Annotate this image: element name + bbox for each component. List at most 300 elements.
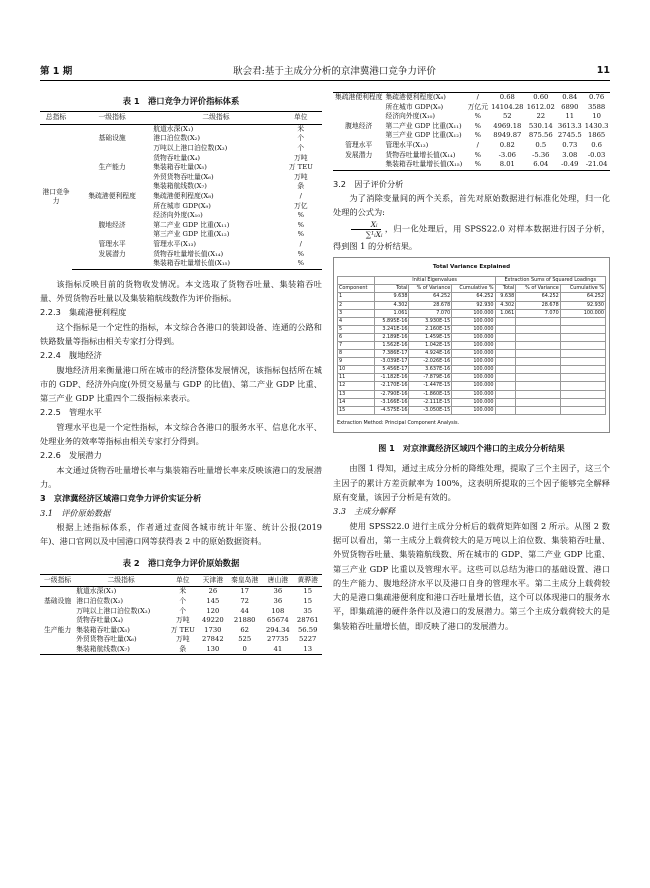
table-cell: 万吨 [294,153,308,162]
table-cell: 35 [303,606,313,615]
paragraph: 使用 SPSS22.0 进行主成分分析后的载荷矩阵如图 2 所示。从图 2 数据可以看出，第一主成分上载荷较大的是万吨以上泊位数、集装箱吞吐量、外贸货物吞吐量、集装箱航线数、所在城市的 GDP、第二产业 GDP 比重、第三产业 GDP 比重以及管理水平。这些可以总结为港口的基础设置、港口的生产能力、腹地经济水平以及港口自身的管理水平。第二主成分上载荷较大的是港口集疏港便利度和港口吞吐量增长值，这个可以体现港口的服务水平，即集疏港的硬件条件以及港口的发展潜力。第三个主成分载荷较大的是集装箱吞吐量增长值，即反映了港口的发展潜力。 [333,520,610,631]
table-cell: / [476,93,479,101]
table-cell: 17 [240,587,250,596]
spss-cell [516,333,561,341]
table-cell: 管理水平 [98,240,126,249]
table-row [40,163,322,173]
spss-row [338,317,606,325]
table-cell: 36 [273,596,283,605]
table-cell: % [474,121,482,130]
table-cell: 1730 [204,625,222,634]
table-cell: 第二产业 GDP 比重(X₁₁) [153,220,230,229]
table1 [40,111,322,270]
table-cell: 第二产业 GDP 比重(X₁₁) [385,121,462,130]
table-cell: 米 [179,587,187,596]
table-cell: 管理水平 [345,140,373,149]
table-row [40,173,322,183]
spss-cell [495,350,516,358]
table-cell [40,607,75,617]
spss-cell [516,317,561,325]
table-row [40,250,322,260]
table-cell [72,144,152,154]
section-heading: 2.2.6 发展潜力 [40,450,102,461]
table-cell: 发展潜力 [345,150,373,159]
table-cell: 62 [240,625,250,634]
spss-cell: 1 [338,293,375,301]
table-cell [333,131,384,141]
table-cell: 27735 [267,635,289,644]
table-row [40,635,322,645]
spss-cell [495,398,516,406]
spss-cell [495,406,516,414]
table-cell: 外贸货物吞吐量(X₆) [153,172,214,181]
table-row [333,103,610,113]
table1-caption: 表 1 港口竞争力评价指标体系 [122,96,240,106]
spss-col-header: % of Variance [516,285,561,293]
table1-header: 总指标 [40,112,72,125]
spss-cell [495,358,516,366]
table-cell: 腹地经济 [345,121,373,130]
spss-cell: 1.061 [495,309,516,317]
table-row [40,202,322,212]
table-cell: -21.04 [583,160,610,170]
paragraph: 本文通过货物吞吐量增长率与集装箱吞吐量增长率来反映该港口的发展潜力。 [40,464,322,489]
table-cell: 管理水平(X₁₃) [385,140,429,149]
spss-col-header: Total [374,285,409,293]
table-cell: 个 [179,606,187,615]
spss-output-figure [333,257,610,433]
table-cell [72,211,152,221]
table-cell [40,635,75,645]
spss-cell: 5.895E-16 [374,317,409,325]
table-cell: 集疏港便利程度 [334,93,383,101]
spss-cell [495,374,516,382]
table-cell [333,112,384,122]
table-cell: 26 [208,587,218,596]
table-cell: 万亿 [294,201,308,210]
table-row [40,154,322,164]
spss-cell: 100.000 [452,382,495,390]
spss-cell [495,341,516,349]
paragraph: 腹地经济用来衡量港口所在城市的经济整体发展情况，该指标包括所在城市的 GDP、经济外向度(外贸交易量与 GDP 的比值)、第二产业 GDP 比重、第三产业 GDP 比重四个二级指标来表示。 [40,364,322,404]
table2-header: 一级指标 [40,574,75,587]
table2-header: 二级指标 [75,574,167,587]
table-row [333,122,610,132]
header-rule [40,80,610,81]
table-row [40,192,322,202]
table-cell: 28761 [296,616,319,625]
table1-header: 单位 [280,112,322,125]
spss-cell: 10 [338,366,375,374]
table-cell: 11 [565,112,575,121]
table-cell: 294.34 [265,625,290,634]
table-cell: -5.36 [532,150,550,159]
spss-cell [560,317,605,325]
table-cell: 万吨 [175,635,190,644]
table-cell: 万亿元 [467,102,489,111]
table-cell: 万 TEU [288,163,313,172]
spss-cell [516,382,561,390]
spss-cell: 9.638 [495,293,516,301]
spss-cell [495,382,516,390]
table-cell: 发展潜力 [98,249,126,258]
table-row [40,221,322,231]
table2-header: 单位 [167,574,199,587]
table-cell: 525 [238,635,252,644]
spss-cell: 100.000 [452,309,495,317]
table-cell: 65674 [267,616,289,625]
spss-cell: 4.302 [374,301,409,309]
spss-cell: 7.070 [409,309,452,317]
table-cell: 条 [167,645,199,655]
table-cell: 个 [297,134,305,143]
spss-cell: 5.456E-17 [374,366,409,374]
spss-cell: 1.042E-15 [409,341,452,349]
table-cell: 530.14 [528,121,553,130]
table-cell: 外贸货物吞吐量(X₆) [76,635,137,644]
spss-cell [516,398,561,406]
table-row [40,626,322,636]
table-cell: 米 [297,124,305,133]
table-cell: 管理水平(X₁₃) [153,240,196,249]
spss-cell: 2.160E-15 [409,325,452,333]
table-cell: % [466,160,489,170]
table-row [40,597,322,607]
spss-cell: 2 [338,301,375,309]
table-row [40,645,322,655]
table-cell: 21880 [233,616,256,625]
table-cell: 52 [502,112,512,121]
spss-cell: 9 [338,358,375,366]
spss-row [338,374,606,382]
table-cell: 0 [227,645,262,655]
paragraph: 这个指标是一个定性的指标，本文综合各港口的装卸设备、连通的公路和铁路数量等指标由相关专家打分得到。 [40,321,322,346]
table-cell: 所在城市 GDP(X₉) [153,201,211,210]
spss-cell: 9.638 [374,293,409,301]
table-cell: 0.84 [562,93,578,101]
spss-cell: -7.879E-16 [409,374,452,382]
spss-cell: 64.252 [409,293,452,301]
table2-caption: 表 2 港口竞争力评价原始数据 [122,558,240,569]
table-row [40,182,322,192]
table-cell: 4969.18 [493,121,522,130]
table-cell: 0.73 [562,140,578,149]
spss-cell [560,382,605,390]
table-cell: 万吨以上港口泊位数(X₃) [76,606,151,615]
table-cell [72,154,152,164]
table2-header: 天津港 [199,574,228,587]
table-cell: 经济向外度(X₁₀) [153,211,203,220]
table-row [333,151,610,161]
table-cell: 27842 [202,635,224,644]
table-cell: 15 [303,596,313,605]
spss-cell: 28.678 [516,301,561,309]
table-cell: 集装箱航线数(X₇) [153,182,207,191]
table-cell: 72 [240,596,250,605]
table-cell: 0.82 [499,140,515,149]
spss-cell: 100.000 [452,350,495,358]
table-cell: 15 [303,587,313,596]
spss-cell [516,341,561,349]
spss-cell [560,398,605,406]
variance-table [337,276,606,415]
spss-row [338,366,606,374]
spss-cell [495,325,516,333]
table1-header: 一级指标 [72,112,152,125]
table-cell: 875.56 [528,131,553,140]
spss-row [338,390,606,398]
spss-cell [560,350,605,358]
table-cell [72,124,152,134]
issue-number: 第 1 期 [40,66,73,77]
table-cell: 生产能力 [44,625,72,634]
spss-cell: 5 [338,325,375,333]
spss-cell [516,390,561,398]
table-cell: % [280,259,322,269]
table2 [40,574,322,656]
spss-cell: 64.252 [560,293,605,301]
spss-cell: 4.302 [495,301,516,309]
spss-cell: 28.678 [409,301,452,309]
paragraph: 由图 1 得知，通过主成分分析的降维处理，提取了三个主因子，这三个主因子的累计方差贡献率为 100%，这表明所提取的三个因子能够完全解释原有变量，该因子分析是有效的。 [333,463,610,503]
spss-row [338,309,606,317]
spss-cell: -3.050E-15 [409,406,452,414]
spss-cell: -2.111E-15 [409,398,452,406]
table-cell: % [297,211,305,220]
spss-cell: -1.447E-15 [409,382,452,390]
spss-cell [560,374,605,382]
formula-paragraph [333,220,610,253]
table-cell: 货物吞吐量(X₄) [76,616,124,625]
table-row [40,587,322,597]
table-cell [72,202,152,212]
spss-cell: -2.790E-16 [374,390,409,398]
spss-row [338,301,606,309]
subsection-heading: 3.3 主成分解释 [333,506,396,517]
spss-row [338,341,606,349]
spss-cell: 92.930 [452,301,495,309]
table-row [333,141,610,151]
table-cell: 0.5 [535,140,547,149]
table-cell: 基础设施 [44,596,72,605]
table-cell: 8949.87 [493,131,522,140]
table-row [40,211,322,221]
paragraph: 该指标反映目前的货物收发情况。本文选取了货物吞吐量、集装箱吞吐量、外贸货物吞吐量以及集装箱航线数作为评价指标。 [40,278,322,304]
spss-cell: 1.459E-15 [409,333,452,341]
spss-cell [516,374,561,382]
spss-cell [516,325,561,333]
running-header [40,62,610,78]
table-cell: 货物吞吐量(X₄) [153,153,201,162]
spss-cell [560,341,605,349]
spss-cell [560,406,605,414]
subsection-heading: 3.1 评价原始数据 [40,507,111,518]
table-cell: 44 [240,606,250,615]
table-cell: 经济向外度(X₁₀) [385,112,436,121]
table1-total-indicator: 港口竞争力 [42,187,70,206]
table-cell: 0.60 [533,93,549,101]
spss-cell: 7.070 [516,309,561,317]
spss-cell: 100.000 [452,317,495,325]
table-cell: 万 TEU [170,625,195,634]
spss-cell: 100.000 [452,406,495,414]
table-row [333,160,610,170]
spss-cell: 3 [338,309,375,317]
table-cell [72,173,152,183]
table-cell: % [297,220,305,229]
spss-cell: 1.562E-16 [374,341,409,349]
spss-cell: 15 [338,406,375,414]
spss-title: Total Variance Explained [432,263,511,270]
spss-cell: 100.000 [452,374,495,382]
table-cell: 1430.3 [584,121,609,130]
table-cell: 个 [179,596,187,605]
table-cell: 56.59 [297,625,318,634]
table-cell: % [297,230,305,239]
table1-header: 二级指标 [152,112,279,125]
spss-cell [516,406,561,414]
table-row [40,616,322,626]
table2-header: 秦皇岛港 [227,574,262,587]
table-row [333,93,610,103]
table-cell: 航道水深(X₁) [76,587,117,596]
spss-row [338,398,606,406]
spss-cell [516,350,561,358]
spss-row [338,406,606,414]
spss-cell: 8 [338,350,375,358]
spss-cell: 100.000 [452,341,495,349]
section-heading: 2.2.5 管理水平 [40,407,102,418]
spss-row [338,382,606,390]
table-cell: 10 [592,112,601,121]
spss-cell [560,390,605,398]
right-column [333,88,610,633]
spss-cell: 3.637E-16 [409,366,452,374]
spss-cell: 100.000 [452,398,495,406]
table-cell: 货物吞吐量增长值(X₁₄) [385,150,456,159]
spss-cell [560,325,605,333]
spss-cell: 7.386E-17 [374,350,409,358]
table-cell: / [299,240,302,249]
spss-cell: 100.000 [452,390,495,398]
table-cell: 生产能力 [98,163,126,172]
spss-cell: 92.930 [560,301,605,309]
spss-cell: 4 [338,317,375,325]
table-cell [333,160,384,170]
spss-row [338,358,606,366]
table2-header: 唐山港 [262,574,293,587]
spss-cell [495,333,516,341]
spss-blank [338,277,375,285]
table-cell: 22 [536,112,546,121]
spss-cell [516,366,561,374]
table-cell: 万吨 [294,172,308,181]
table-cell: 3.08 [562,150,578,159]
spss-cell [495,366,516,374]
table-cell: 41 [262,645,293,655]
table-cell: 集疏港便利程度 [88,192,136,201]
section-heading: 2.2.4 腹地经济 [40,350,102,361]
spss-group-extraction: Extraction Sums of Squared Loadings [495,277,605,285]
spss-col-header: % of Variance [409,285,452,293]
spss-cell: -3.039E-17 [374,358,409,366]
spss-group-initial: Initial Eigenvalues [374,277,495,285]
spss-col-header: Cumulative % [560,285,605,293]
paragraph: 根据上述指标体系，作者通过查阅各城市统计年鉴、统计公报(2019 年)、港口官网以及中国港口网等获得表 2 中的原始数据资料。 [40,521,322,547]
table-cell: 腹地经济 [98,220,126,229]
table-cell: 5227 [299,635,317,644]
table-cell: 集疏港便利程度(X₈) [385,93,446,101]
table-row [40,259,322,269]
table-cell: 36 [273,587,283,596]
table-row [40,230,322,240]
table-cell [72,230,152,240]
table-cell: -0.49 [556,160,583,170]
left-column [40,88,322,655]
table-cell: 条 [297,182,305,191]
table-cell: -0.03 [587,150,606,159]
section-heading: 2.2.3 集疏港便利程度 [40,307,127,318]
table-row [333,131,610,141]
table-cell: 集装箱吞吐量增长值(X₁₅) [384,160,466,170]
spss-cell: 64.252 [516,293,561,301]
table-cell: 万吨 [175,616,190,625]
section-heading: 3.2 因子评价分析 [333,178,404,189]
spss-cell: 13 [338,390,375,398]
table-row [40,134,322,144]
spss-cell [516,358,561,366]
normalization-formula [349,220,382,239]
paragraph: 管理水平也是一个定性指标，本文综合各港口的服务水平、信息化水平、处理业务的效率等指标由相关专家打分得到。 [40,421,322,447]
table-cell: 集装箱吞吐量(X₅) [153,163,207,172]
table-cell: 49220 [202,616,224,625]
table-cell: 0.76 [589,93,605,101]
table-cell: 港口泊位数(X₂) [153,134,201,143]
spss-cell: 12 [338,382,375,390]
table-cell: 3613.3 [557,121,582,130]
spss-cell [560,366,605,374]
table-cell: % [474,150,482,159]
spss-cell: 100.000 [560,309,605,317]
table-cell: % [297,249,305,258]
table-cell: 6.04 [525,160,556,170]
table-cell: 3588 [587,102,606,111]
spss-row [338,293,606,301]
spss-cell [495,317,516,325]
spss-cell [495,390,516,398]
spss-cell [560,333,605,341]
spss-cell: 100.000 [452,366,495,374]
table-cell: 0.6 [591,140,602,149]
formula-numerator: Xᵢ [351,220,380,230]
spss-cell: 3.241E-16 [374,325,409,333]
table-cell: % [474,112,482,121]
table-cell: 2745.5 [557,131,582,140]
table-cell: 第三产业 GDP 比重(X₁₂) [153,230,230,239]
spss-row [338,350,606,358]
spss-note: Extraction Method: Principal Component Analysis. [337,419,460,426]
spss-cell: -2.026E-16 [409,358,452,366]
spss-cell: -1.182E-16 [374,374,409,382]
table-cell [40,587,75,597]
table-cell: 个 [297,144,305,153]
table-cell [40,645,75,655]
table-cell: 1612.02 [526,102,555,111]
spss-cell: -4.575E-16 [374,406,409,414]
table-cell: / [299,192,302,201]
table-row [333,112,610,122]
spss-cell: 2.189E-16 [374,333,409,341]
